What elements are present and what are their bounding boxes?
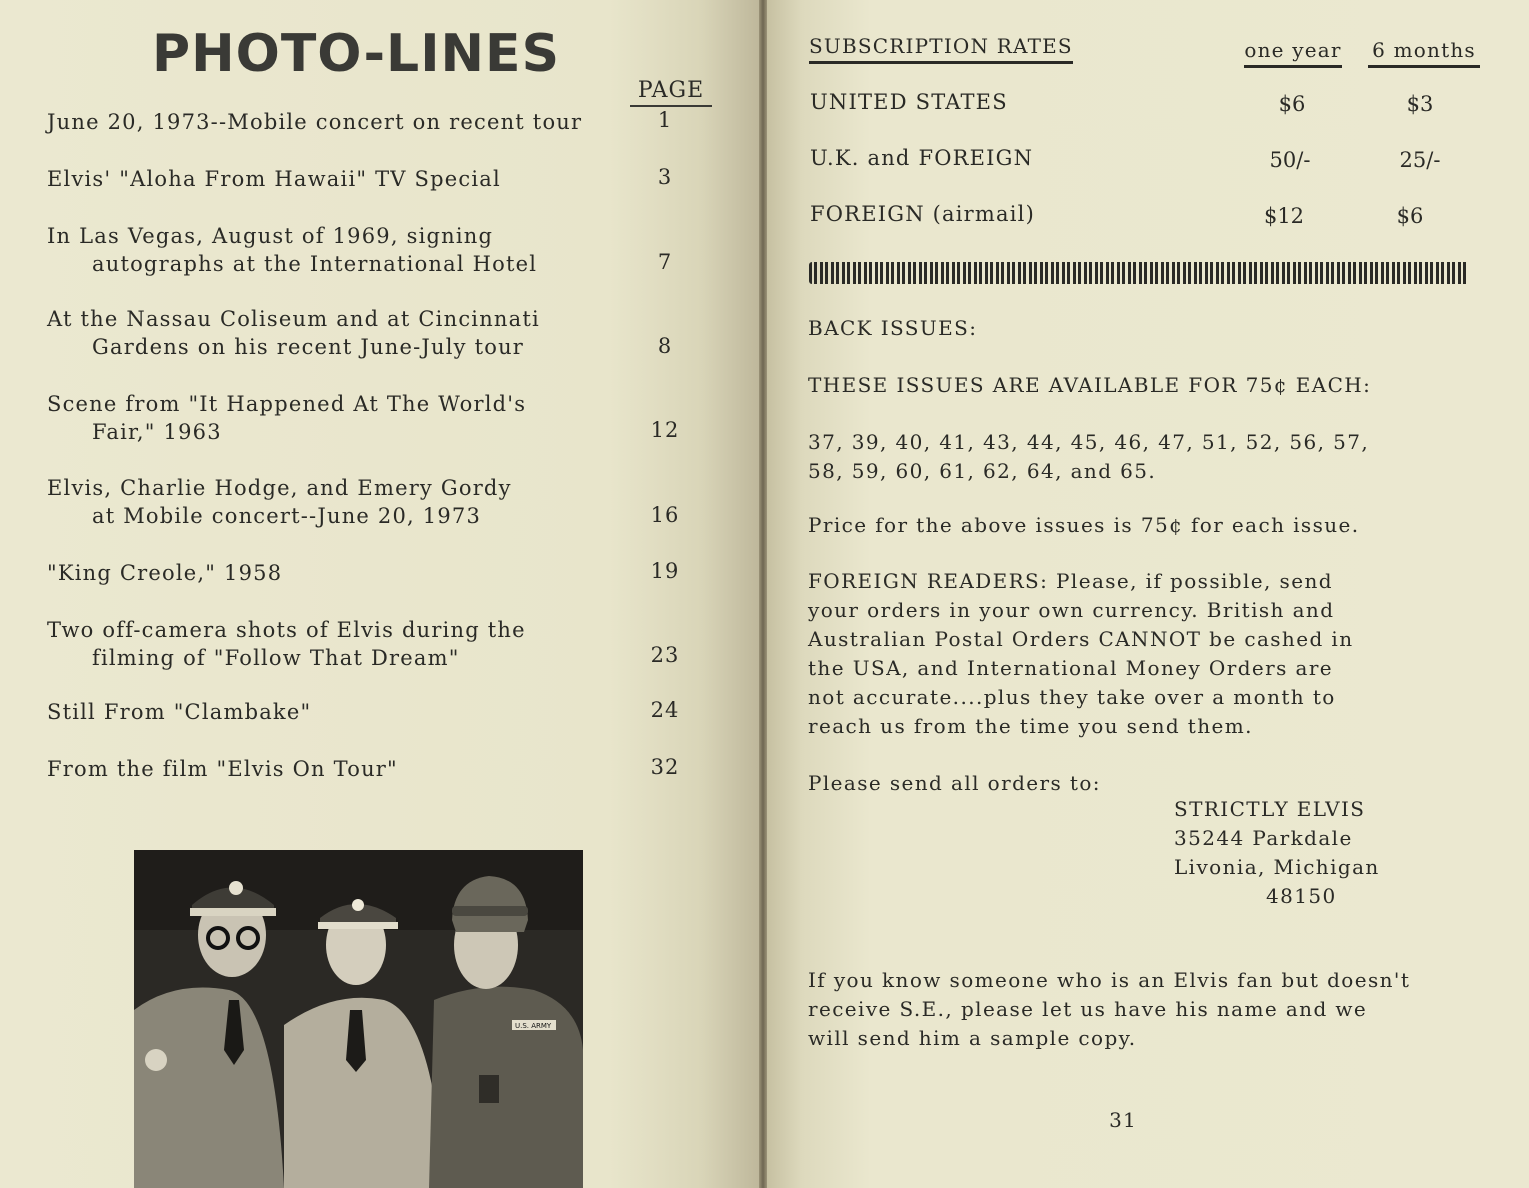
photo-line-entry: From the film "Elvis On Tour" — [47, 757, 398, 781]
rate-one-year: $12 — [1263, 204, 1305, 228]
photo-line-entry: Still From "Clambake" — [47, 700, 312, 724]
six-months-column-header: 6 months — [1368, 38, 1480, 68]
photo-line-page: 1 — [657, 108, 673, 132]
svg-text:U.S. ARMY: U.S. ARMY — [515, 1022, 552, 1030]
photo-line-entry: Scene from "It Happened At The World's Fair," 1963 — [47, 392, 527, 444]
rate-six-months: 25/- — [1399, 148, 1441, 172]
subscription-rates-heading: SUBSCRIPTION RATES — [809, 34, 1073, 64]
rate-six-months: $3 — [1406, 92, 1434, 116]
photo-line-entry: Two off-camera shots of Elvis during the filming of "Follow That Dream" — [47, 618, 526, 670]
rate-region: FOREIGN (airmail) — [810, 202, 1035, 226]
page-number: 31 — [1109, 1108, 1137, 1132]
photo-line-page: 24 — [650, 698, 680, 722]
back-issues-heading: BACK ISSUES: — [808, 316, 978, 340]
book-gutter — [759, 0, 767, 1188]
photo-line-entry: Elvis' "Aloha From Hawaii" TV Special — [47, 167, 501, 191]
photo-line-entry: June 20, 1973--Mobile concert on recent tour — [47, 110, 583, 134]
one-year-column-header: one year — [1244, 38, 1342, 68]
army-officers-photo — [134, 850, 583, 1188]
rate-one-year: 50/- — [1269, 148, 1311, 172]
photo-line-entry: "King Creole," 1958 — [47, 561, 283, 585]
send-orders-line: Please send all orders to: — [808, 771, 1101, 795]
issues-available-line: THESE ISSUES ARE AVAILABLE FOR 75¢ EACH: — [808, 373, 1372, 397]
decorative-divider — [809, 262, 1469, 284]
photo-line-page: 19 — [650, 559, 680, 583]
photo-line-page: 3 — [657, 165, 673, 189]
page-title: PHOTO-LINES — [152, 24, 561, 84]
rate-one-year: $6 — [1278, 92, 1306, 116]
photo-line-page: 16 — [650, 503, 680, 527]
photo-illustration — [134, 850, 583, 1188]
price-line: Price for the above issues is 75¢ for each issue. — [808, 513, 1360, 537]
rate-region: UNITED STATES — [810, 90, 1008, 114]
rate-six-months: $6 — [1396, 204, 1424, 228]
photo-line-page: 12 — [650, 418, 680, 442]
issues-list: 37, 39, 40, 41, 43, 44, 45, 46, 47, 51, 52, 56, 57, 58, 59, 60, 61, 62, 64, and 65. — [808, 430, 1370, 483]
photo-line-page: 32 — [650, 755, 680, 779]
photo-line-page: 8 — [657, 334, 673, 358]
photo-line-entry: At the Nassau Coliseum and at Cincinnati Gardens on his recent June-July tour — [47, 307, 540, 359]
foreign-readers-paragraph: FOREIGN READERS: Please, if possible, send your orders in your own currency. British and Australian Postal Orders CANNOT be cashed in the USA, and International Money Orders are not accurate....plus they take over a month to reach us from the time you send them. — [808, 569, 1354, 738]
page-column-header: PAGE — [630, 78, 712, 107]
mailing-address: STRICTLY ELVIS 35244 Parkdale Livonia, Michigan 48150 — [1174, 797, 1380, 908]
photo-line-page: 23 — [650, 643, 680, 667]
photo-line-page: 7 — [657, 250, 673, 274]
photo-line-entry: Elvis, Charlie Hodge, and Emery Gordy at Mobile concert--June 20, 1973 — [47, 476, 512, 528]
referral-paragraph: If you know someone who is an Elvis fan but doesn't receive S.E., please let us have his name and we will send him a sample copy. — [808, 968, 1411, 1050]
photo-line-entry: In Las Vegas, August of 1969, signing autographs at the International Hotel — [47, 224, 538, 276]
rate-region: U.K. and FOREIGN — [810, 146, 1034, 170]
